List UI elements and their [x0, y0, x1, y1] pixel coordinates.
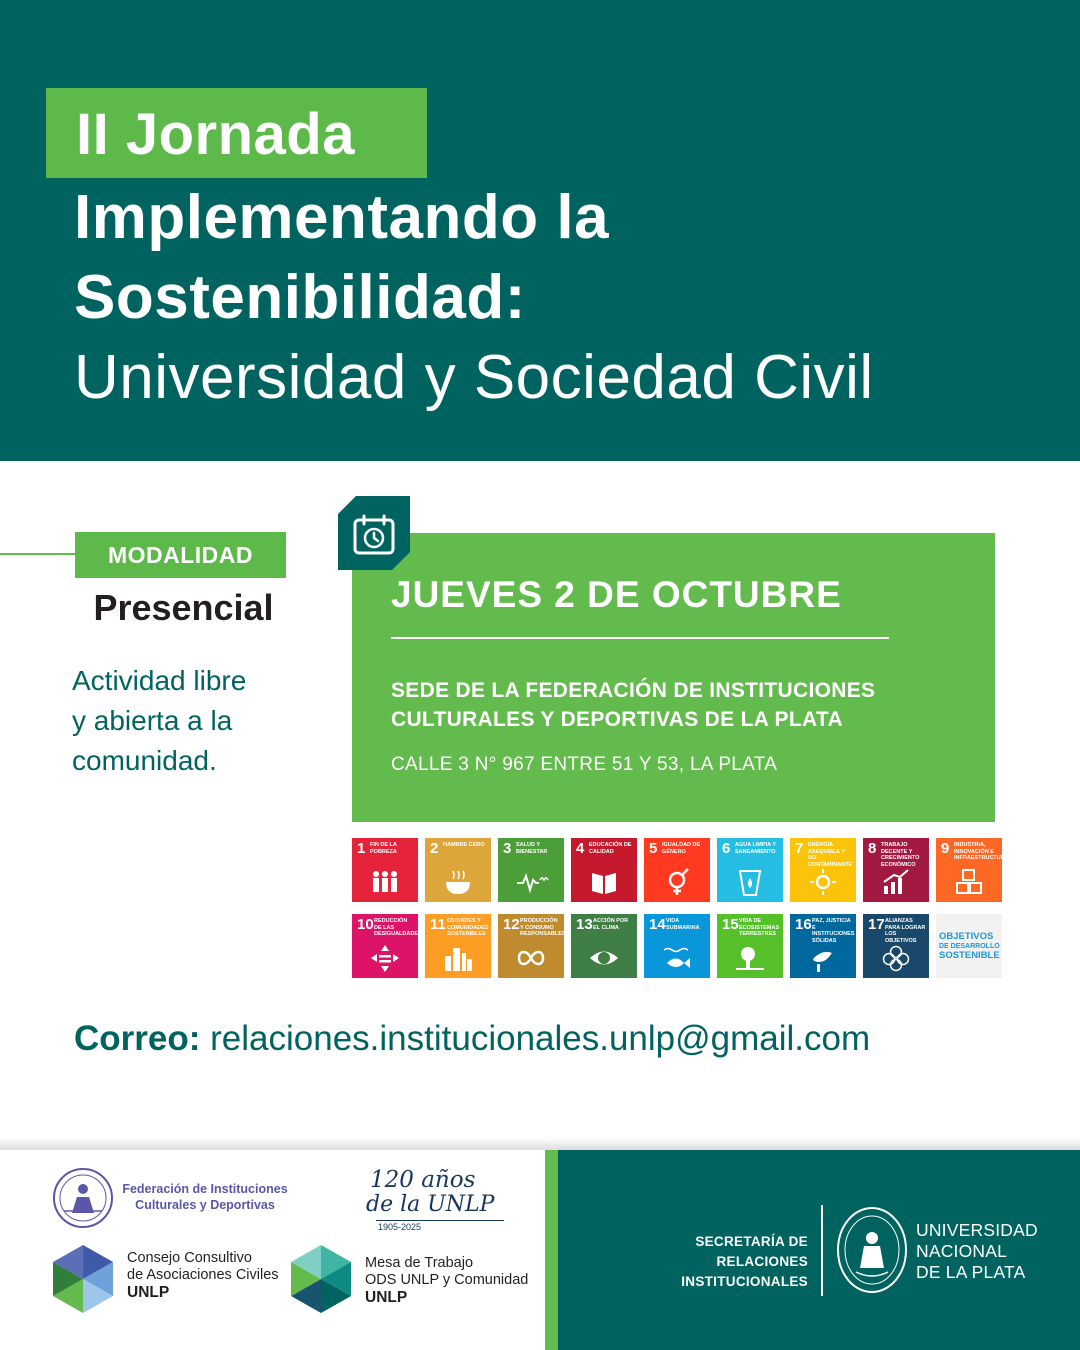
sdg-tile-17 — [863, 914, 929, 978]
sdg-tile-2 — [425, 838, 491, 902]
sdg-number: 2 — [430, 840, 439, 857]
sun-icon — [808, 868, 838, 896]
people-icon — [370, 868, 400, 896]
anniversary-line-1: 120 años — [370, 1167, 476, 1193]
sdg-label: VIDA DE ECOSISTEMAS TERRESTRES — [739, 918, 780, 937]
calendar-clock-icon — [352, 514, 396, 556]
consejo-line-3: UNLP — [127, 1284, 170, 1301]
sdg-tile-11 — [425, 914, 491, 978]
subtitle: Universidad y Sociedad Civil — [74, 343, 874, 412]
sdg-tile-15 — [717, 914, 783, 978]
event-divider — [391, 637, 889, 639]
sdg-number: 3 — [503, 840, 512, 857]
sdg-label: ENERGÍA ASEQUIBLE Y NO CONTAMINANTE — [808, 842, 853, 868]
activity-note-line-1: Actividad libre — [72, 665, 247, 696]
infinity-icon — [516, 944, 546, 972]
sdg-label: EDUCACIÓN DE CALIDAD — [589, 842, 632, 855]
sdg-number: 4 — [576, 840, 585, 857]
event-date: JUEVES 2 DE OCTUBRE — [391, 574, 842, 615]
secretaria-line-2: RELACIONES INSTITUCIONALES — [681, 1254, 808, 1289]
sdg-label: INDUSTRIA, INNOVACIÓN E INFRAESTRUCTURA — [954, 842, 1009, 861]
equality-icon — [370, 944, 400, 972]
modalidad-accent-line — [0, 553, 76, 555]
contact-email-label: Correo: — [74, 1019, 201, 1058]
federacion-seal-icon — [52, 1167, 114, 1229]
footer-shadow — [0, 1138, 1080, 1150]
consejo-line-1: Consejo Consultivo — [127, 1250, 252, 1266]
rings-icon — [881, 944, 911, 972]
sdg-label: VIDA SUBMARINA — [666, 918, 700, 931]
sdg-number: 15 — [722, 916, 739, 933]
sdg-number: 10 — [357, 916, 374, 933]
sdg-tile-9 — [936, 838, 1009, 902]
sdg-logo-line-3: SOSTENIBLE — [939, 950, 1000, 961]
modalidad-value: Presencial — [93, 587, 274, 628]
sdg-label: HAMBRE CERO — [443, 842, 485, 848]
sdg-label: PRODUCCIÓN Y CONSUMO RESPONSABLES — [520, 918, 566, 937]
activity-note-line-2: y abierta a la — [72, 705, 233, 736]
sdg-label: FIN DE LA POBREZA — [370, 842, 397, 855]
water-glass-icon — [735, 868, 765, 896]
unlp-line-1: UNIVERSIDAD — [916, 1220, 1038, 1240]
unlp-line-3: DE LA PLATA — [916, 1262, 1026, 1282]
city-icon — [443, 944, 473, 972]
sdg-tile-4 — [571, 838, 637, 902]
mesa-line-3: UNLP — [365, 1289, 408, 1306]
tree-icon — [735, 944, 765, 972]
sdg-label: CIUDADES Y COMUNIDADES SOSTENIBLES — [447, 918, 489, 937]
sdg-grid — [352, 838, 1009, 978]
sdg-tile-1 — [352, 838, 418, 902]
gender-icon — [662, 868, 692, 896]
sdg-logo-line-2: DE DESARROLLO — [939, 943, 1000, 950]
contact-email — [74, 1017, 870, 1061]
sdg-number: 9 — [941, 840, 950, 857]
consejo-hexagon-icon — [52, 1244, 114, 1314]
sdg-label: TRABAJO DECENTE Y CRECIMIENTO ECONÓMICO — [881, 842, 920, 868]
sdg-number: 17 — [868, 916, 885, 933]
cubes-icon — [954, 868, 984, 896]
consejo-name — [127, 1250, 279, 1301]
sdg-number: 8 — [868, 840, 877, 857]
sdg-tile-14 — [644, 914, 710, 978]
activity-note-line-3: comunidad. — [72, 745, 217, 776]
anniversary-rule — [376, 1220, 504, 1221]
sdg-tile-6 — [717, 838, 783, 902]
unlp-seal-icon — [836, 1206, 908, 1294]
sdg-label: REDUCCIÓN DE LAS DESIGUALDADES — [374, 918, 422, 937]
anniversary-years: 1905-2025 — [378, 1222, 422, 1232]
sdg-label: AGUA LIMPIA Y SANEAMIENTO — [735, 842, 776, 855]
mesa-line-2: ODS UNLP y Comunidad — [365, 1272, 529, 1288]
mesa-name — [365, 1255, 528, 1306]
sdg-tile-5 — [644, 838, 710, 902]
sdg-number: 1 — [357, 840, 366, 857]
sdg-label: PAZ, JUSTICIA E INSTITUCIONES SÓLIDAS — [812, 918, 855, 944]
anniversary-line-2: de la UNLP — [366, 1192, 495, 1217]
sdg-number: 14 — [649, 916, 666, 933]
sdg-number: 16 — [795, 916, 812, 933]
sdg-number: 7 — [795, 840, 804, 857]
sdg-number: 12 — [503, 916, 520, 933]
sdg-number: 11 — [430, 916, 446, 933]
sdg-label: ALIANZAS PARA LOGRAR LOS OBJETIVOS — [885, 918, 926, 944]
heartbeat-icon — [516, 868, 546, 896]
secretaria-name — [586, 1232, 808, 1292]
event-venue-line-2: CULTURALES Y DEPORTIVAS DE LA PLATA — [391, 708, 843, 731]
title-line-2: Sostenibilidad: — [74, 263, 526, 332]
sdg-logo-line-1: OBJETIVOS — [939, 931, 994, 942]
sdg-number: 5 — [649, 840, 658, 857]
sdg-logo-tile — [936, 914, 1002, 978]
sdg-tile-3 — [498, 838, 564, 902]
title-line-1: Implementando la — [74, 183, 610, 252]
sdg-tile-10 — [352, 914, 422, 978]
contact-email-address[interactable]: relaciones.institucionales.unlp@gmail.com — [210, 1019, 871, 1058]
sdg-tile-12 — [498, 914, 564, 978]
sdg-tile-8 — [863, 838, 929, 902]
sdg-tile-16 — [790, 914, 856, 978]
bowl-icon — [443, 868, 473, 896]
fish-icon — [662, 944, 692, 972]
sdg-number: 13 — [576, 916, 593, 933]
activity-note — [72, 661, 246, 781]
unlp-name — [916, 1220, 1038, 1283]
sdg-label: SALUD Y BIENESTAR — [516, 842, 548, 855]
sdg-label: ACCIÓN POR EL CLIMA — [593, 918, 629, 931]
dove-icon — [808, 944, 838, 972]
secretaria-line-1: SECRETARÍA DE — [695, 1234, 808, 1249]
federacion-name — [120, 1181, 290, 1213]
sdg-tile-13 — [571, 914, 637, 978]
event-address: CALLE 3 N° 967 ENTRE 51 Y 53, LA PLATA — [391, 754, 778, 775]
footer-divider-bar — [545, 1150, 558, 1350]
sdg-number: 6 — [722, 840, 731, 857]
jornada-badge-text: II Jornada — [76, 102, 355, 167]
federacion-name-line-1: Federación de Instituciones — [122, 1182, 288, 1196]
sdg-tile-7 — [790, 838, 856, 902]
sdg-label: IGUALDAD DE GÉNERO — [662, 842, 701, 855]
event-venue-line-1: SEDE DE LA FEDERACIÓN DE INSTITUCIONES — [391, 679, 876, 702]
consejo-line-2: de Asociaciones Civiles — [127, 1267, 279, 1283]
federacion-name-line-2: Culturales y Deportivas — [135, 1198, 275, 1212]
footer-vertical-rule — [821, 1205, 823, 1296]
mesa-hexagon-icon — [290, 1244, 352, 1314]
growth-chart-icon — [881, 868, 911, 896]
unlp-line-2: NACIONAL — [916, 1241, 1008, 1261]
eye-globe-icon — [589, 944, 619, 972]
mesa-line-1: Mesa de Trabajo — [365, 1255, 474, 1271]
modalidad-label: MODALIDAD — [75, 532, 286, 578]
event-venue — [391, 676, 875, 734]
sdg-logo-text — [939, 932, 1001, 961]
book-icon — [589, 868, 619, 896]
